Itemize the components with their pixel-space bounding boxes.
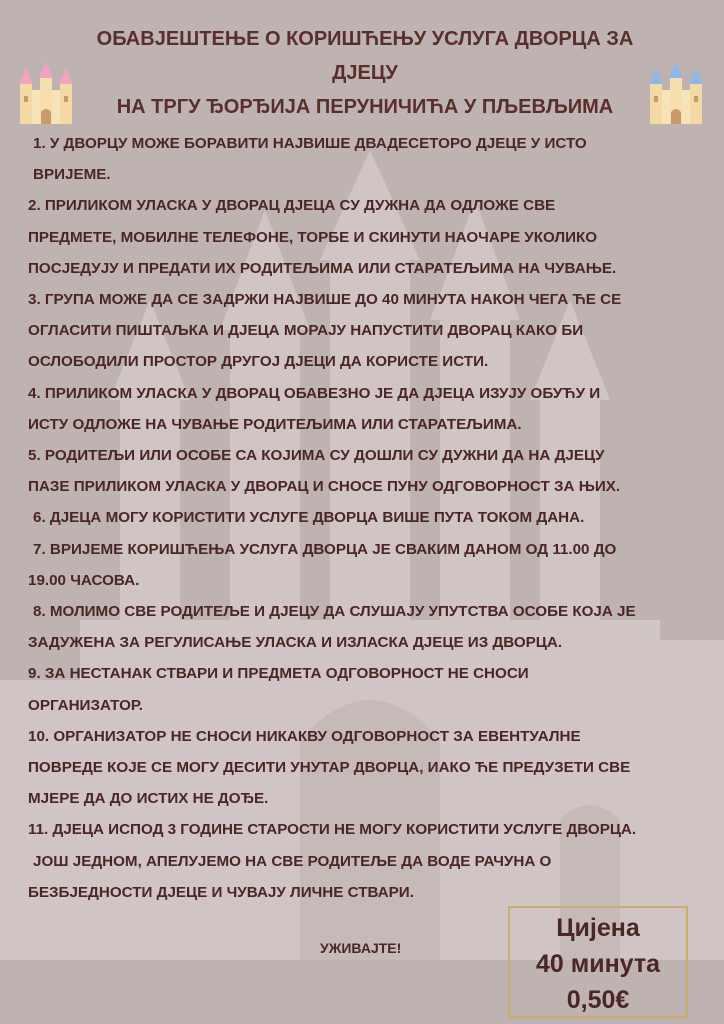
title-line-2: НА ТРГУ ЂОРЂИЈА ПЕРУНИЧИЋА У ПЉЕВЉИМА (116, 96, 614, 118)
blue-castle-icon (646, 62, 706, 126)
rules-list (28, 128, 718, 908)
price-label: Цијена (556, 914, 640, 942)
rule-item: 2. ПРИЛИКОМ УЛАСКА У ДВОРАЦ ДЈЕЦА СУ ДУЖНА ДА ОДЛОЖЕ СВЕ ПРЕДМЕТЕ, МОБИЛНЕ ТЕЛЕФОНЕ, ТОРБЕ И СКИНУТИ НАОЧАРЕ УКОЛИКО ПОСЈЕДУЈУ И ПРЕДАТИ ИХ РОДИТЕЉИМА ИЛИ СТАРАТЕЉИМА НА ЧУВАЊЕ. (28, 197, 617, 277)
rule-item: 1. У ДВОРЦУ МОЖЕ БОРАВИТИ НАЈВИШЕ ДВАДЕСЕТОРО ДЈЕЦЕ У ИСТО ВРИЈЕМЕ. (33, 135, 587, 184)
rule-item: 10. ОРГАНИЗАТОР НЕ СНОСИ НИКАКВУ ОДГОВОРНОСТ ЗА ЕВЕНТУАЛНЕ ПОВРЕДЕ КОЈЕ СЕ МОГУ ДЕСИТИ УНУТАР ДВОРЦА, ИАКО ЋЕ ПРЕДУЗЕТИ СВЕ МЈЕРЕ ДА ДО ИСТИХ НЕ ДОЂЕ. (28, 727, 631, 808)
rule-item: 4. ПРИЛИКОМ УЛАСКА У ДВОРАЦ ОБАВЕЗНО ЈЕ ДА ДЈЕЦА ИЗУЈУ ОБУЋУ И ИСТУ ОДЛОЖЕ НА ЧУВАЊЕ РОДИТЕЉИМА ИЛИ СТАРАТЕЉИМА. (28, 384, 601, 433)
page-title (80, 22, 650, 124)
enjoy-text: УЖИВАЈТЕ! (320, 940, 402, 956)
title-line-1: ОБАВЈЕШТЕЊЕ О КОРИШЋЕЊУ УСЛУГА ДВОРЦА ЗА ДЈЕЦУ (96, 28, 634, 84)
price-amount: 0,50€ (566, 986, 630, 1014)
rule-item: 11. ДЈЕЦА ИСПОД 3 ГОДИНЕ СТАРОСТИ НЕ МОГУ КОРИСТИТИ УСЛУГЕ ДВОРЦА. ЈОШ ЈЕДНОМ, АПЕЛУЈЕМО НА СВЕ РОДИТЕЉЕ ДА ВОДЕ РАЧУНА О БЕЗБЈЕДНОСТИ ДЈЕЦЕ И ЧУВАЈУ ЛИЧНЕ СТВАРИ. (28, 821, 637, 901)
rule-item: 9. ЗА НЕСТАНАК СТВАРИ И ПРЕДМЕТА ОДГОВОРНОСТ НЕ СНОСИ ОРГАНИЗАТОР. (28, 665, 529, 714)
price-duration: 40 минута (535, 950, 661, 978)
price-box (508, 906, 688, 1018)
rule-item: 6. ДЈЕЦА МОГУ КОРИСТИТИ УСЛУГЕ ДВОРЦА ВИШЕ ПУТА ТОКОМ ДАНА. (33, 509, 585, 527)
rule-item: 8. МОЛИМО СВЕ РОДИТЕЉЕ И ДЈЕЦУ ДА СЛУШАЈУ УПУТСТВА ОСОБЕ КОЈА ЈЕ ЗАДУЖЕНА ЗА РЕГУЛИСАЊЕ УЛАСКА И ИЗЛАСКА ДЈЕЦЕ ИЗ ДВОРЦА. (28, 603, 636, 652)
rule-item: 3. ГРУПА МОЖЕ ДА СЕ ЗАДРЖИ НАЈВИШЕ ДО 40 МИНУТА НАКОН ЧЕГА ЋЕ СЕ ОГЛАСИТИ ПИШТАЉКА И ДЈЕЦА МОРАЈУ НАПУСТИТИ ДВОРАЦ КАКО БИ ОСЛОБОДИЛИ ПРОСТОР ДРУГОЈ ДЈЕЦИ ДА КОРИСТЕ ИСТИ. (28, 291, 622, 371)
pink-castle-icon (16, 62, 76, 126)
rule-item: 5. РОДИТЕЉИ ИЛИ ОСОБЕ СА КОЈИМА СУ ДОШЛИ СУ ДУЖНИ ДА НА ДЈЕЦУ ПАЗЕ ПРИЛИКОМ УЛАСКА У ДВОРАЦ И СНОСЕ ПУНУ ОДГОВОРНОСТ ЗА ЊИХ. (28, 447, 621, 496)
rule-item: 7. ВРИЈЕМЕ КОРИШЋЕЊА УСЛУГА ДВОРЦА ЈЕ СВАКИМ ДАНОМ ОД 11.00 ДО 19.00 ЧАСОВА. (28, 540, 617, 589)
